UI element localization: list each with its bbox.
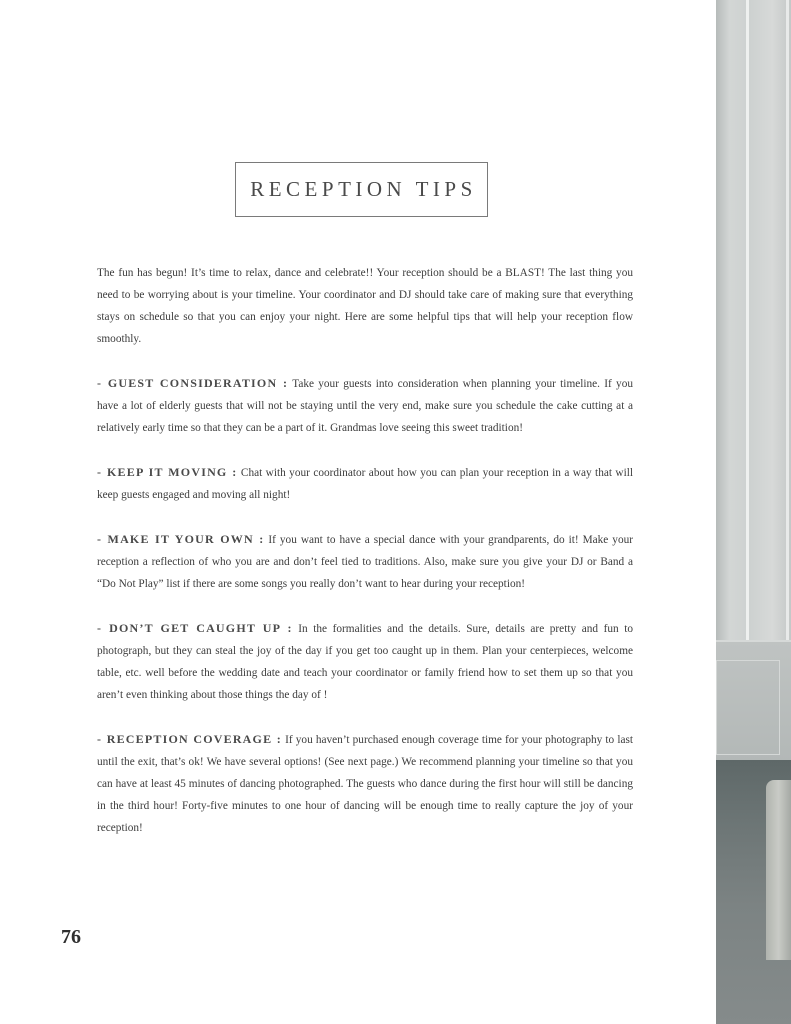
intro-paragraph: The fun has begun! It’s time to relax, dance and celebrate!! Your reception should be a BLAST! The last thing you need to be worrying about is your timeline. Your coordinator and DJ should take care of making sure that everything stays on schedule so that you can enjoy your night. Here are some helpful tips that will help your reception flow smoothly. bbox=[97, 267, 633, 345]
photo-wall bbox=[716, 0, 791, 640]
page-title: RECEPTION TIPS bbox=[250, 177, 477, 201]
photo-panel bbox=[716, 660, 780, 755]
tip-heading: - KEEP IT MOVING : bbox=[97, 465, 238, 479]
tip-body: Take your guests into consideration when planning your timeline. If you have a lot of elderly guests that will not be staying until the very end, make sure you schedule the cake cutting at a relatively early time so that they can be a part of it. Grandmas love seeing this sweet tradition! bbox=[97, 378, 633, 434]
title-box bbox=[235, 162, 488, 217]
tips-content bbox=[97, 262, 633, 861]
photo-figure bbox=[766, 780, 791, 960]
tip-heading: - DON’T GET CAUGHT UP : bbox=[97, 621, 293, 635]
tip-body: Chat with your coordinator about how you can plan your reception in a way that will keep guests engaged and moving all night! bbox=[97, 467, 633, 501]
tip-body: In the formalities and the details. Sure, details are pretty and fun to photograph, but they can steal the joy of the day if you get too caught up in them. Plan your centerpieces, welcome table, etc. well before the wedding date and teach your coordinator or family friend how to set them up so that you aren’t even thinking about those things the day of ! bbox=[97, 623, 633, 701]
photo-wall-seam bbox=[746, 0, 749, 640]
tip-body: If you haven’t purchased enough coverage time for your photography to last until the exit, that’s ok! We have several options! (See next page.) We recommend planning your timeline so that you can have at least 45 minutes of dancing photographed. The guests who dance during the first hour will still be dancing in the third hour! Forty-five minutes to one hour of dancing will be enough time to really capture the joy of your reception! bbox=[97, 734, 634, 834]
tip-body: If you want to have a special dance with your grandparents, do it! Make your reception a reflection of who you are and don’t feel tied to traditions. Also, make sure you give your DJ or Band a “Do Not Play” list if there are some songs you really don’t want to hear during your reception! bbox=[97, 534, 634, 590]
tip-make-it-your-own bbox=[97, 528, 633, 595]
tip-reception-coverage bbox=[97, 728, 633, 839]
tip-heading: - MAKE IT YOUR OWN : bbox=[97, 532, 265, 546]
tip-guest-consideration bbox=[97, 372, 633, 439]
tip-dont-get-caught-up bbox=[97, 617, 633, 706]
tip-heading: - RECEPTION COVERAGE : bbox=[97, 732, 282, 746]
tip-keep-it-moving bbox=[97, 461, 633, 506]
tip-heading: - GUEST CONSIDERATION : bbox=[97, 376, 289, 390]
side-photo bbox=[716, 0, 791, 1024]
page-number: 76 bbox=[61, 926, 81, 948]
photo-wall-seam bbox=[786, 0, 789, 640]
